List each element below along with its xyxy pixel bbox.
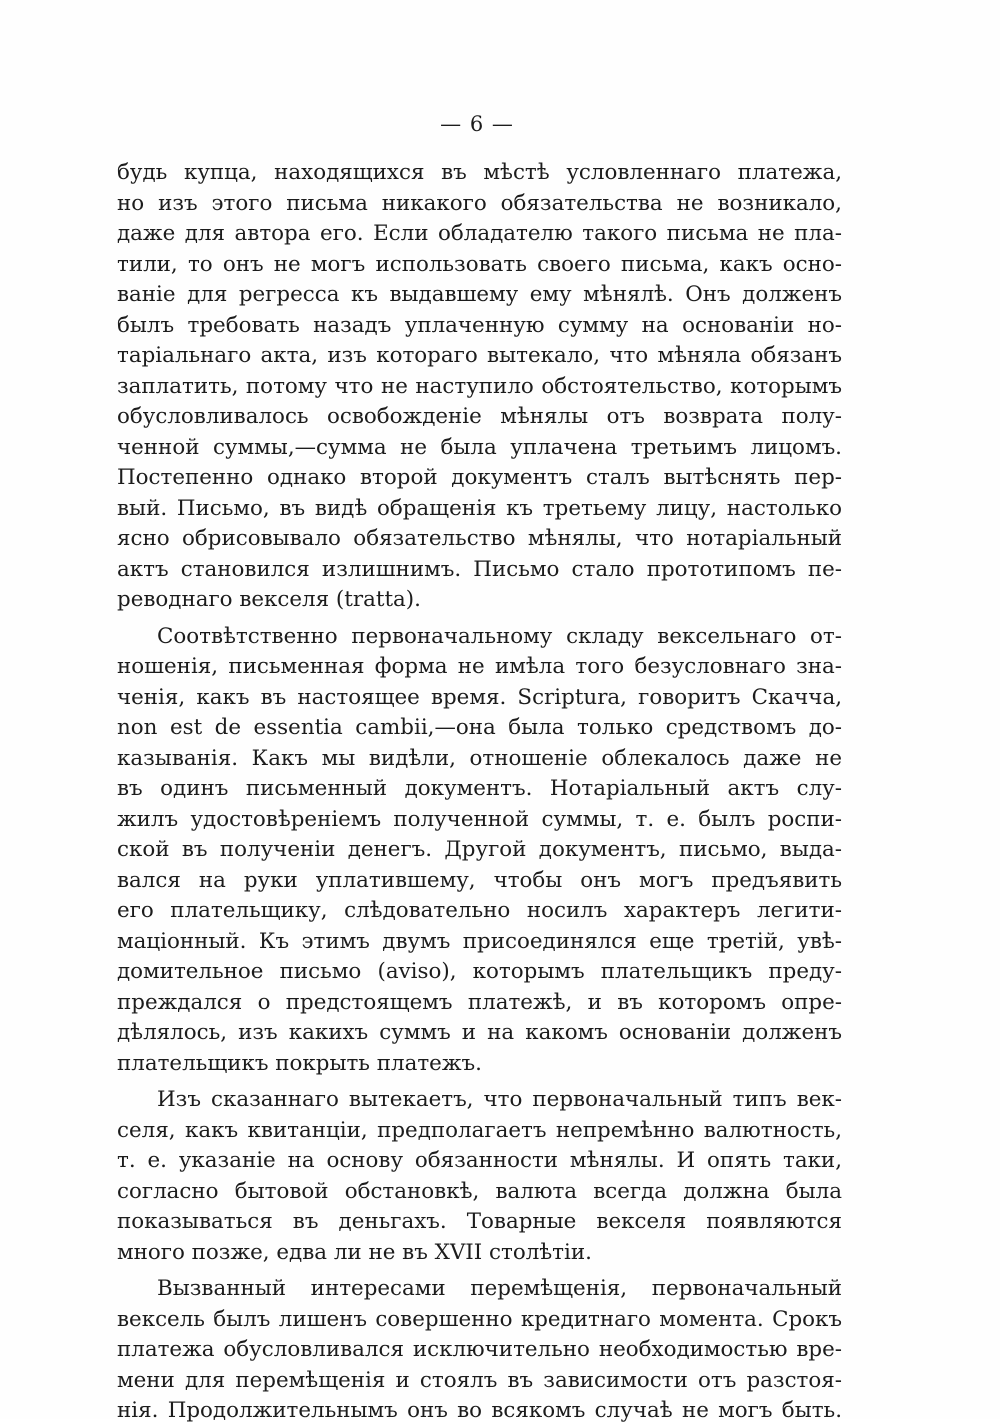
text-line: ношенія, письменная форма не имѣла того безусловнаго зна-	[117, 654, 842, 679]
text-line: обусловливалось освобожденіе мѣнялы отъ возврата полу-	[117, 404, 842, 429]
text-line: таріальнаго акта, изъ котораго вытекало, что мѣняла обязанъ	[117, 343, 842, 368]
text-line: преждался о предстоящемъ платежѣ, и въ которомъ опре-	[117, 989, 842, 1015]
text-line: тили, то онъ не могъ использовать своего письма, какъ осно-	[117, 251, 842, 277]
text-line: Соотвѣтственно первоначальному складу вексельнаго от-	[157, 623, 842, 649]
text-line: Постепенно однако второй документъ сталъ вытѣснять пер-	[117, 465, 842, 490]
text-line: нія. Продолжительнымъ онъ во всякомъ случаѣ не могъ быть.	[117, 1398, 842, 1423]
text-line: дѣлялось, изъ какихъ суммъ и на какомъ основаніи долженъ	[117, 1020, 842, 1045]
text-line: много позже, едва ли не въ XVII столѣтіи.	[117, 1239, 592, 1265]
text-line: домительное письмо (aviso), которымъ плательщикъ преду-	[117, 959, 842, 984]
text-line: Изъ сказаннаго вытекаетъ, что первоначальный типъ век-	[157, 1087, 842, 1112]
paragraph-1	[117, 158, 842, 616]
text-line: былъ требовать назадъ уплаченную сумму на основаніи но-	[117, 312, 842, 338]
paragraph-2	[117, 622, 842, 1080]
text-line: жилъ удостовѣреніемъ полученной суммы, т. е. былъ роспи-	[117, 806, 842, 832]
text-line: ченной суммы,—сумма не была уплачена третьимъ лицомъ.	[117, 434, 842, 460]
text-line: вый. Письмо, въ видѣ обращенія къ третьему лицу, настолько	[117, 495, 842, 521]
text-line: ской въ полученіи денегъ. Другой документъ, письмо, выда-	[117, 837, 842, 862]
text-line: даже для автора его. Если обладателю такого письма не пла-	[117, 221, 842, 246]
text-line: non est de essentia cambii,—она была только средствомъ до-	[117, 715, 842, 740]
text-line: т. е. указаніе на основу обязанности мѣнялы. И опять таки,	[117, 1148, 842, 1173]
text-line: ченія, какъ въ настоящее время. Scriptura, говоритъ Скачча,	[117, 684, 842, 710]
text-line: плательщикъ покрыть платежъ.	[117, 1050, 482, 1076]
text-line: въ одинъ письменный документъ. Нотаріальный актъ слу-	[117, 776, 842, 801]
text-line: показываться въ деньгахъ. Товарные векселя появляются	[117, 1209, 842, 1234]
text-line: реводнаго векселя (tratta).	[117, 587, 421, 612]
paragraph-3	[117, 1085, 842, 1268]
body-text	[117, 158, 842, 1427]
text-line: вался на руки уплатившему, чтобы онъ могъ предъявить	[117, 867, 842, 893]
text-line: мени для перемѣщенія и стоялъ въ зависимости отъ разстоя-	[117, 1367, 842, 1393]
page-number: — 6 —	[440, 112, 514, 136]
text-line: казыванія. Какъ мы видѣли, отношеніе облекалось даже не	[117, 745, 842, 771]
text-line: маціонный. Къ этимъ двумъ присоединялся еще третій, увѣ-	[117, 928, 842, 954]
text-line: вексель былъ лишенъ совершенно кредитнаго момента. Срокъ	[117, 1306, 842, 1332]
text-line: ваніе для регресса къ выдавшему ему мѣнялѣ. Онъ долженъ	[117, 282, 842, 307]
text-line: платежа обусловливался исключительно необходимостью вре-	[117, 1337, 842, 1362]
text-line: его плательщику, слѣдовательно носилъ характеръ легити-	[117, 898, 842, 923]
paragraph-4	[117, 1274, 842, 1427]
text-line: актъ становился излишнимъ. Письмо стало прототипомъ пе-	[117, 556, 842, 582]
text-line: заплатить, потому что не наступило обстоятельство, которымъ	[117, 373, 842, 399]
text-line: селя, какъ квитанціи, предполагаетъ непремѣнно валютность,	[117, 1117, 842, 1143]
text-line: Вызванный интересами перемѣщенія, первоначальный	[157, 1276, 842, 1301]
text-line: ясно обрисовывало обязательство мѣнялы, что нотаріальный	[117, 526, 842, 551]
text-line: будь купца, находящихся въ мѣстѣ условленнаго платежа,	[117, 160, 842, 185]
text-line: но изъ этого письма никакого обязательства не возникало,	[117, 190, 842, 216]
text-line: согласно бытовой обстановкѣ, валюта всегда должна была	[117, 1178, 842, 1204]
